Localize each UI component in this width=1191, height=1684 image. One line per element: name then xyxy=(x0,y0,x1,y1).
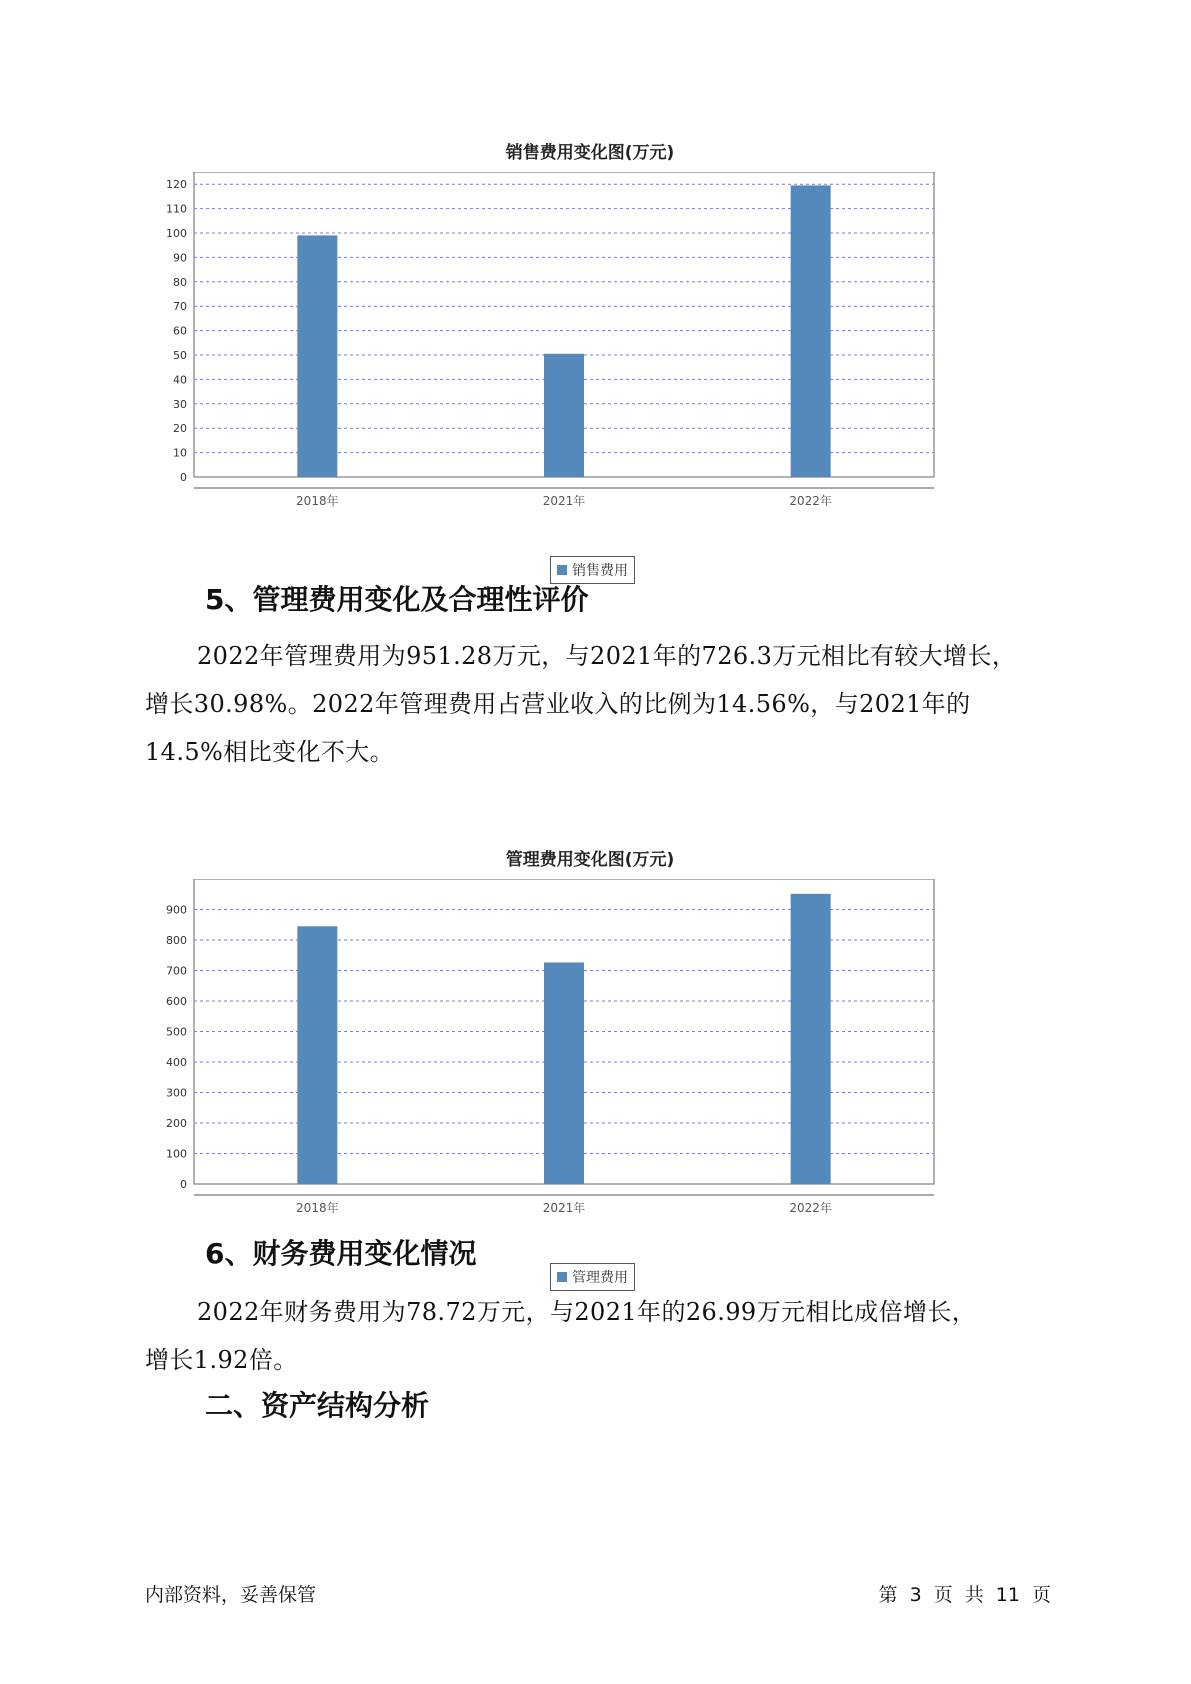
y-tick-label: 10 xyxy=(173,446,187,460)
legend-label: 销售费用 xyxy=(572,563,628,579)
x-tick-label: 2021年 xyxy=(542,494,586,508)
y-tick-label: 100 xyxy=(166,1147,187,1161)
legend-swatch xyxy=(557,565,567,575)
bar xyxy=(297,926,337,1184)
y-tick-label: 900 xyxy=(166,903,187,917)
y-tick-label: 60 xyxy=(173,324,187,338)
y-tick-label: 70 xyxy=(173,300,187,314)
x-tick-label: 2018年 xyxy=(296,1201,339,1215)
chart-plot xyxy=(160,879,1020,1259)
chart-plot xyxy=(160,172,1020,552)
footer-page-number: 第 3 页 共 11 页 xyxy=(878,1584,1051,1606)
y-tick-label: 40 xyxy=(173,373,187,387)
chart-title: 管理费用变化图(万元) xyxy=(505,850,675,870)
y-tick-label: 400 xyxy=(166,1056,187,1069)
bar xyxy=(544,962,584,1184)
y-tick-label: 700 xyxy=(166,964,187,978)
chart-title: 销售费用变化图(万元) xyxy=(505,143,675,163)
y-tick-label: 20 xyxy=(173,422,187,436)
paragraph-line: 14.5%相比变化不大。 xyxy=(145,738,395,766)
x-tick-label: 2021年 xyxy=(542,1201,586,1215)
bar xyxy=(297,235,337,477)
y-tick-label: 0 xyxy=(180,471,187,484)
y-tick-label: 80 xyxy=(173,275,187,289)
y-tick-label: 500 xyxy=(166,1025,187,1039)
x-tick-label: 2022年 xyxy=(789,1201,832,1215)
y-tick-label: 100 xyxy=(166,227,187,240)
paragraph-line: 2022年管理费用为951.28万元，与2021年的726.3万元相比有较大增长， xyxy=(197,642,1017,670)
paragraph-line: 2022年财务费用为78.72万元，与2021年的26.99万元相比成倍增长， xyxy=(197,1298,977,1326)
y-tick-label: 800 xyxy=(166,934,187,947)
y-tick-label: 90 xyxy=(173,251,187,265)
paragraph-line: 增长30.98%。2022年管理费用占营业收入的比例为14.56%，与2021年的 xyxy=(145,690,971,718)
y-tick-label: 300 xyxy=(166,1086,187,1100)
sales-expense-chart xyxy=(160,138,1020,588)
y-tick-label: 50 xyxy=(173,349,187,362)
paragraph-line: 增长1.92倍。 xyxy=(145,1346,298,1374)
chart-legend xyxy=(550,1263,635,1291)
admin-expense-chart xyxy=(160,845,1020,1295)
admin-expense-heading: 5、管理费用变化及合理性评价 xyxy=(205,583,589,616)
legend-swatch xyxy=(557,1272,567,1282)
y-tick-label: 30 xyxy=(173,397,187,411)
y-tick-label: 600 xyxy=(166,995,187,1008)
legend-label: 管理费用 xyxy=(572,1270,628,1286)
finance-expense-heading: 6、财务费用变化情况 xyxy=(205,1237,477,1270)
y-tick-label: 120 xyxy=(166,178,187,192)
footer-confidential-note: 内部资料，妥善保管 xyxy=(145,1584,317,1606)
admin-expense-paragraph xyxy=(145,632,1075,776)
x-tick-label: 2018年 xyxy=(296,494,339,508)
y-tick-label: 200 xyxy=(166,1117,187,1130)
bar xyxy=(791,894,831,1184)
bar xyxy=(791,185,831,477)
asset-structure-heading: 二、资产结构分析 xyxy=(205,1389,430,1422)
y-tick-label: 110 xyxy=(166,202,187,216)
bar xyxy=(544,354,584,477)
y-tick-label: 0 xyxy=(180,1178,187,1191)
finance-expense-paragraph xyxy=(145,1288,1075,1384)
x-tick-label: 2022年 xyxy=(789,494,832,508)
